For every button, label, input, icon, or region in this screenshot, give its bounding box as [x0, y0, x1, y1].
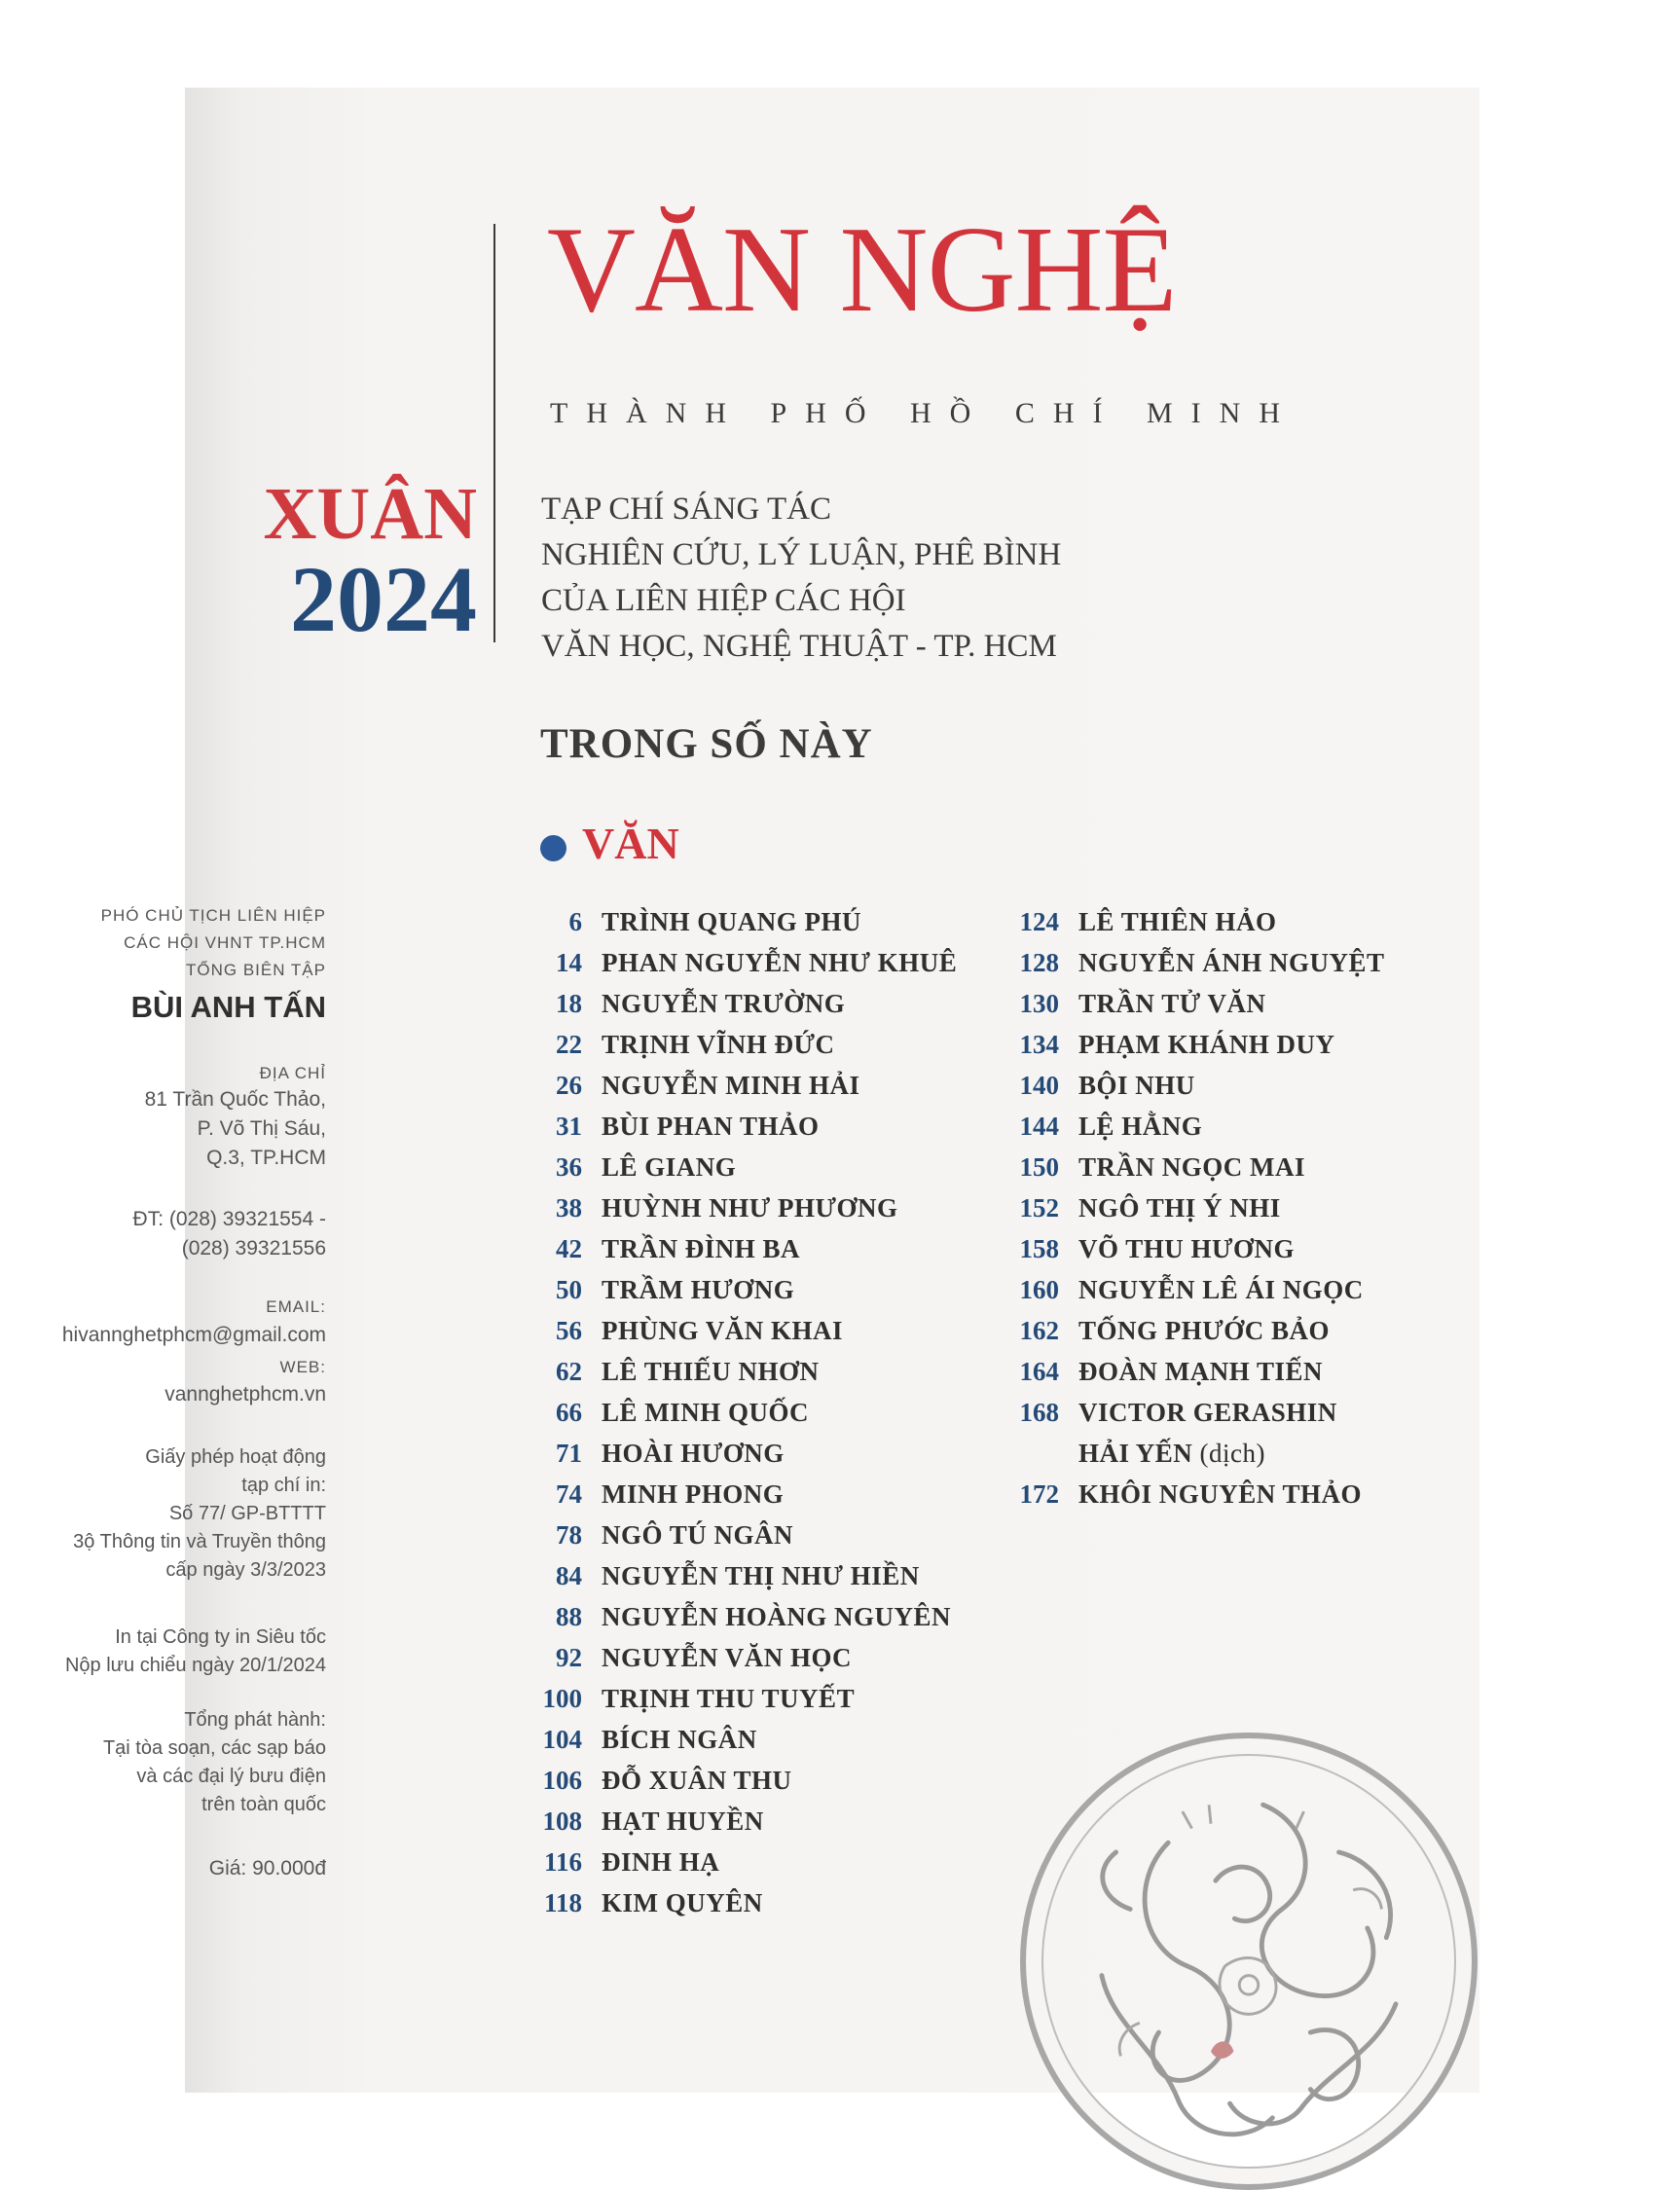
toc-page-number: 71 — [556, 1439, 582, 1468]
toc-author-name — [602, 1721, 757, 1758]
address-label: ĐỊA CHỈ — [259, 1064, 326, 1082]
toc-author-text: LỆ HẰNG — [1078, 1112, 1203, 1141]
toc-author-name — [602, 1108, 820, 1145]
address-line: 81 Trần Quốc Thảo, — [144, 1088, 326, 1111]
toc-author-text: TRẦN TỬ VĂN — [1078, 989, 1266, 1018]
toc-author-text: BỘI NHU — [1078, 1071, 1195, 1100]
toc-page-number: 38 — [556, 1193, 582, 1223]
toc-author-name — [602, 1476, 784, 1513]
tagline-line: CỦA LIÊN HIỆP CÁC HỘI — [541, 583, 906, 618]
toc-author-name — [602, 1394, 809, 1431]
toc-author-text: NGÔ TÚ NGÂN — [602, 1520, 794, 1550]
toc-page-number: 88 — [556, 1602, 582, 1631]
toc-author-text: TRỊNH VĨNH ĐỨC — [602, 1030, 835, 1059]
toc-author-text: TRẦN ĐÌNH BA — [602, 1234, 801, 1263]
toc-author-text: KHÔI NGUYÊN THẢO — [1078, 1479, 1363, 1509]
license-line: Giấy phép hoạt động — [145, 1446, 326, 1468]
toc-page-number: 42 — [556, 1234, 582, 1263]
magazine-tagline — [541, 487, 1061, 670]
toc-page-number: 100 — [542, 1684, 582, 1713]
toc-author-text: BÍCH NGÂN — [602, 1725, 757, 1754]
toc-author-text: TRÌNH QUANG PHÚ — [602, 907, 862, 936]
toc-author-name — [602, 1435, 785, 1472]
dragon-medallion-art — [1026, 1738, 1472, 2184]
toc-author-text: TRỊNH THU TUYẾT — [602, 1684, 856, 1713]
toc-author-name — [602, 1230, 800, 1267]
toc-author-text: ĐOÀN MẠNH TIẾN — [1078, 1357, 1324, 1386]
toc-page-number: 78 — [556, 1520, 582, 1550]
distribution-line: Tổng phát hành: — [184, 1709, 326, 1731]
toc-author-text: ĐINH HẠ — [602, 1847, 720, 1877]
magazine-title: VĂN NGHỆ — [547, 202, 1177, 338]
price-text: Giá: 90.000đ — [208, 1857, 326, 1880]
toc-page-number: 164 — [1019, 1357, 1059, 1386]
toc-page-number: 108 — [542, 1807, 582, 1836]
toc-page-number: 6 — [568, 907, 582, 936]
web-text: vannghetphcm.vn — [164, 1383, 326, 1405]
toc-author-text: HẢI YẾN — [1078, 1439, 1193, 1468]
toc-author-text: TRẦM HƯƠNG — [602, 1275, 795, 1304]
toc-page-number: 152 — [1019, 1193, 1059, 1223]
toc-author-name — [602, 1353, 820, 1390]
toc-author-name — [1078, 1230, 1295, 1267]
editor-role-line: PHÓ CHỦ TỊCH LIÊN HIỆP — [100, 906, 326, 925]
magazine-subtitle: THÀNH PHỐ HỒ CHÍ MINH — [550, 397, 1298, 429]
toc-author-name — [1078, 985, 1266, 1022]
toc-author-text: VICTOR GERASHIN — [1078, 1398, 1337, 1427]
toc-author-name — [602, 1312, 843, 1349]
toc-author-name — [602, 1149, 736, 1186]
toc-page-number: 172 — [1019, 1479, 1059, 1509]
toc-page-number: 128 — [1019, 948, 1059, 977]
toc-page-number: 168 — [1019, 1398, 1059, 1427]
toc-author-text: TRẦN NGỌC MAI — [1078, 1152, 1305, 1182]
toc-author-name — [602, 1271, 794, 1308]
toc-page-number: 162 — [1019, 1316, 1059, 1345]
toc-page-number: 14 — [556, 948, 582, 977]
toc-author-name — [602, 1680, 855, 1717]
contents-heading: TRONG SỐ NÀY — [540, 721, 873, 767]
email-label: EMAIL: — [266, 1297, 326, 1316]
toc-author-name — [1078, 903, 1277, 940]
toc-author-text: LÊ MINH QUỐC — [602, 1398, 810, 1427]
toc-page-number: 22 — [556, 1030, 582, 1059]
toc-author-text: ĐỖ XUÂN THU — [602, 1766, 792, 1795]
toc-page-number: 130 — [1019, 989, 1059, 1018]
issue-season: XUÂN — [263, 473, 477, 555]
toc-page-number: 31 — [556, 1112, 582, 1141]
toc-author-name — [602, 985, 845, 1022]
toc-author-name — [1078, 1149, 1305, 1186]
section-label: VĂN — [582, 819, 679, 868]
toc-author-name — [602, 1843, 719, 1880]
toc-author-name — [602, 1026, 835, 1063]
license-line: Số 77/ GP-BTTTT — [168, 1503, 326, 1524]
toc-page-number: 50 — [556, 1275, 582, 1304]
toc-author-text: NGUYỄN LÊ ÁI NGỌC — [1078, 1275, 1364, 1304]
toc-author-text: NGUYỄN TRƯỜNG — [602, 989, 846, 1018]
web-label: WEB: — [279, 1358, 326, 1376]
toc-author-text: NGUYỄN ÁNH NGUYỆT — [1078, 948, 1385, 977]
toc-page-number: 92 — [556, 1643, 582, 1672]
address-line: Q.3, TP.HCM — [206, 1147, 326, 1169]
tagline-line: NGHIÊN CỨU, LÝ LUẬN, PHÊ BÌNH — [541, 537, 1062, 572]
toc-author-text: LÊ GIANG — [602, 1152, 737, 1182]
toc-author-name — [1078, 1394, 1337, 1431]
tagline-line: VĂN HỌC, NGHỆ THUẬT - TP. HCM — [541, 629, 1057, 664]
toc-author-text: NGÔ THỊ Ý NHI — [1078, 1193, 1281, 1223]
toc-author-text: HOÀI HƯƠNG — [602, 1439, 785, 1468]
toc-page-number: 74 — [556, 1479, 582, 1509]
toc-author-text: NGUYỄN HOÀNG NGUYÊN — [602, 1602, 952, 1631]
toc-author-name — [1078, 1476, 1362, 1513]
toc-page-number: 158 — [1019, 1234, 1059, 1263]
toc-page-number: 18 — [556, 989, 582, 1018]
toc-author-name — [1078, 1312, 1330, 1349]
toc-author-text: NGUYỄN MINH HẢI — [602, 1071, 860, 1100]
toc-author-name — [602, 1803, 764, 1840]
toc-author-text: TỐNG PHƯỚC BẢO — [1078, 1316, 1331, 1345]
toc-page-number: 104 — [542, 1725, 582, 1754]
toc-page-number: 26 — [556, 1071, 582, 1100]
toc-author-text: VÕ THU HƯƠNG — [1078, 1234, 1296, 1263]
toc-author-text: LÊ THIẾU NHƠN — [602, 1357, 820, 1386]
toc-author-name — [1078, 1067, 1195, 1104]
toc-page-number: 56 — [556, 1316, 582, 1345]
print-line: In tại Công ty in Siêu tốc — [115, 1626, 326, 1648]
toc-author-name — [1078, 1353, 1323, 1390]
address-line: P. Võ Thị Sáu, — [197, 1117, 326, 1140]
print-line: Nộp lưu chiểu ngày 20/1/2024 — [64, 1655, 326, 1676]
license-line: 3ộ Thông tin và Truyền thông — [73, 1531, 326, 1552]
bullet-dot-icon — [540, 835, 566, 861]
toc-author-name — [1078, 1189, 1281, 1226]
toc-author-name — [602, 1762, 792, 1799]
toc-author-name — [602, 1067, 860, 1104]
toc-page-number: 118 — [543, 1888, 582, 1917]
toc-author-name — [602, 903, 861, 940]
toc-author-name — [602, 1884, 763, 1921]
toc-page-number: 144 — [1019, 1112, 1059, 1141]
toc-author-name — [602, 1557, 920, 1594]
editor-role-line: TỔNG BIÊN TẬP — [186, 961, 326, 979]
toc-author-name — [1078, 1026, 1334, 1063]
phone-line: (028) 39321556 — [181, 1237, 326, 1259]
distribution-line: Tại tòa soạn, các sạp báo — [102, 1737, 326, 1759]
dragon-medallion-icon — [1020, 1733, 1478, 2190]
issue-year: 2024 — [290, 547, 477, 651]
toc-page-number: 66 — [556, 1398, 582, 1427]
toc-author-name — [602, 1516, 793, 1553]
toc-author-name — [602, 1598, 951, 1635]
toc-author-name — [1078, 1435, 1265, 1472]
toc-page-number: 124 — [1019, 907, 1059, 936]
editor-role-line: CÁC HỘI VHNT TP.HCM — [124, 933, 326, 952]
license-line: tạp chí in: — [241, 1475, 326, 1496]
email-text: hivannghetphcm@gmail.com — [61, 1324, 326, 1346]
toc-author-text: PHAN NGUYỄN NHƯ KHUÊ — [602, 948, 958, 977]
toc-author-text: LÊ THIÊN HẢO — [1078, 907, 1277, 936]
toc-author-text: PHẠM KHÁNH DUY — [1078, 1030, 1335, 1059]
toc-author-text: NGUYỄN VĂN HỌC — [602, 1643, 853, 1672]
toc-page-number: 106 — [542, 1766, 582, 1795]
toc-author-name — [602, 1189, 897, 1226]
toc-author-name — [602, 1639, 852, 1676]
distribution-line: và các đại lý bưu điện — [136, 1766, 326, 1787]
toc-author-name — [1078, 944, 1385, 981]
toc-page-number: 116 — [543, 1847, 582, 1877]
magazine-page — [61, 88, 1479, 2093]
toc-author-name — [602, 944, 957, 981]
toc-author-text: BÙI PHAN THẢO — [602, 1112, 820, 1141]
toc-page-number: 36 — [556, 1152, 582, 1182]
toc-author-note: (dịch) — [1199, 1439, 1265, 1468]
distribution-line: trên toàn quốc — [201, 1794, 326, 1815]
toc-author-text: HẠT HUYỀN — [602, 1807, 764, 1836]
toc-author-text: KIM QUYÊN — [602, 1888, 763, 1917]
toc-page-number: 140 — [1019, 1071, 1059, 1100]
toc-author-name — [1078, 1271, 1364, 1308]
toc-page-number: 150 — [1019, 1152, 1059, 1182]
toc-page-number: 160 — [1019, 1275, 1059, 1304]
toc-author-text: HUỲNH NHƯ PHƯƠNG — [602, 1193, 898, 1223]
toc-author-text: MINH PHONG — [602, 1479, 785, 1509]
editor-name: BÙI ANH TẤN — [130, 990, 326, 1024]
toc-page-number: 134 — [1019, 1030, 1059, 1059]
toc-author-name — [1078, 1108, 1202, 1145]
license-line: cấp ngày 3/3/2023 — [165, 1559, 326, 1581]
toc-author-text: NGUYỄN THỊ NHƯ HIỀN — [602, 1561, 920, 1590]
toc-page-number: 62 — [556, 1357, 582, 1386]
tagline-line: TẠP CHÍ SÁNG TÁC — [541, 492, 831, 527]
toc-page-number: 84 — [556, 1561, 582, 1590]
toc-author-text: PHÙNG VĂN KHAI — [602, 1316, 844, 1345]
masthead-divider — [493, 224, 495, 642]
phone-line: ĐT: (028) 39321554 - — [132, 1208, 326, 1230]
